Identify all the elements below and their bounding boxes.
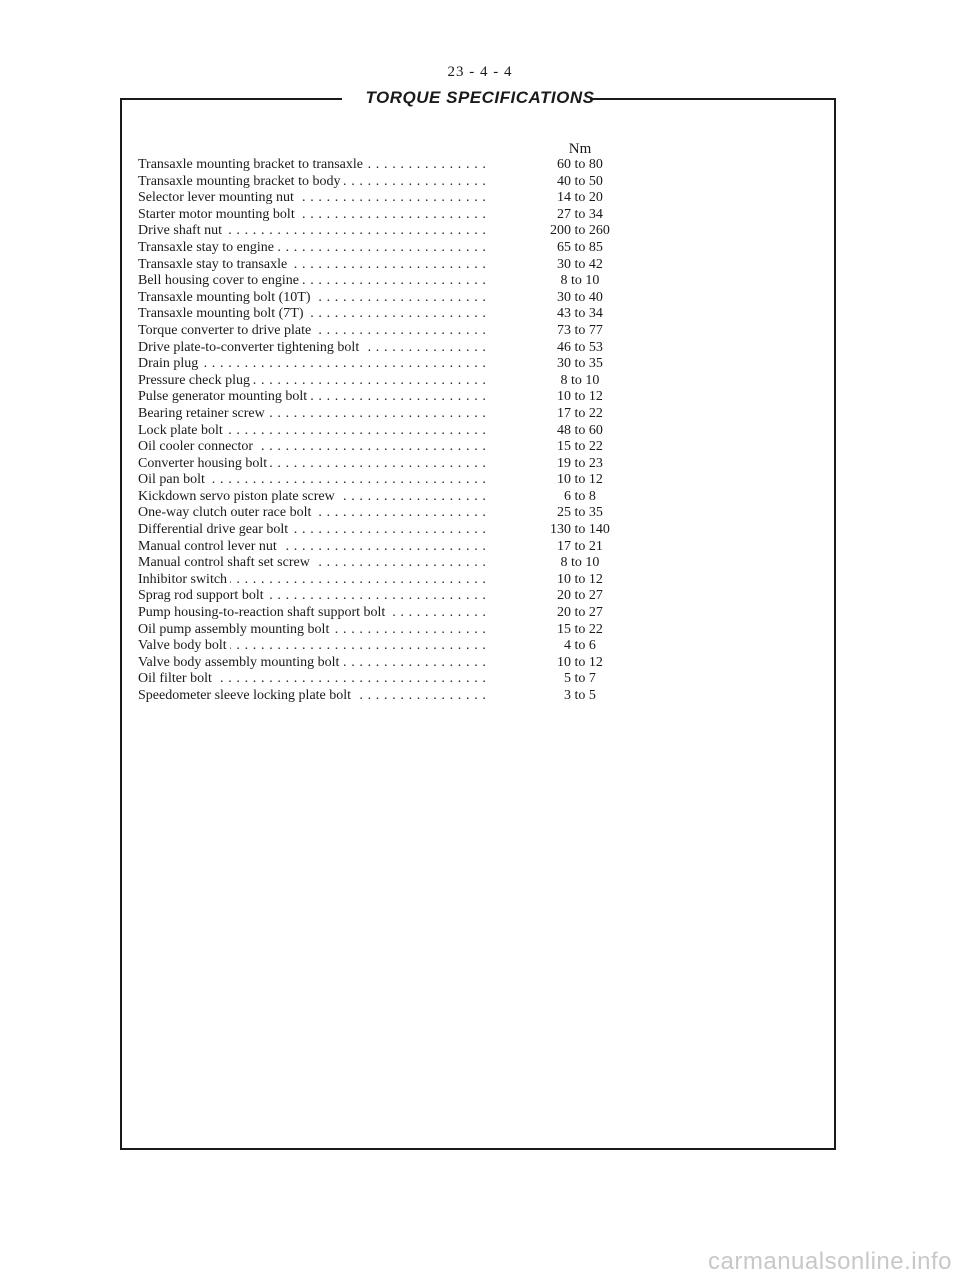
spec-row [138, 522, 648, 539]
spec-value: 10 to 12 [557, 654, 603, 670]
spec-label [138, 240, 490, 257]
spec-label-text: Drive shaft nut [138, 223, 225, 238]
spec-row [138, 190, 648, 207]
watermark: carmanualsonline.info [708, 1248, 952, 1275]
spec-label-text: Pulse generator mounting bolt [138, 389, 310, 404]
spec-label-text: Pressure check plug [138, 373, 253, 388]
spec-row [138, 306, 648, 323]
spec-label [138, 273, 490, 290]
spec-value: 130 to 140 [550, 522, 610, 538]
spec-value: 15 to 22 [557, 621, 603, 637]
spec-label [138, 456, 490, 473]
spec-value: 4 to 6 [564, 638, 596, 654]
spec-row [138, 655, 648, 672]
spec-value: 10 to 12 [557, 472, 603, 488]
spec-value: 17 to 22 [557, 405, 603, 421]
spec-label [138, 489, 490, 506]
spec-label-text: Selector lever mounting nut [138, 190, 297, 205]
spec-value: 10 to 12 [557, 389, 603, 405]
spec-label [138, 257, 490, 274]
spec-label-text: Starter motor mounting bolt [138, 207, 298, 222]
unit-header: Nm [568, 141, 592, 157]
spec-row [138, 439, 648, 456]
spec-value: 200 to 260 [550, 223, 610, 239]
spec-label [138, 356, 490, 373]
spec-label [138, 190, 490, 207]
spec-row [138, 505, 648, 522]
spec-row [138, 257, 648, 274]
spec-label-text: Speedometer sleeve locking plate bolt [138, 688, 354, 703]
spec-value: 6 to 8 [564, 488, 596, 504]
spec-value: 46 to 53 [557, 339, 603, 355]
spec-label [138, 323, 490, 340]
spec-label-text: Manual control shaft set screw [138, 555, 313, 570]
spec-value: 10 to 12 [557, 571, 603, 587]
spec-label [138, 522, 490, 539]
spec-label [138, 340, 490, 357]
spec-value: 8 to 10 [560, 372, 600, 388]
spec-label-text: Lock plate bolt [138, 423, 226, 438]
spec-value: 15 to 22 [557, 439, 603, 455]
spec-row [138, 622, 648, 639]
spec-value: 14 to 20 [557, 190, 603, 206]
spec-row [138, 207, 648, 224]
spec-value: 20 to 27 [557, 588, 603, 604]
spec-label-text: Transaxle mounting bolt (7T) [138, 306, 307, 321]
spec-row [138, 423, 648, 440]
spec-value: 19 to 23 [557, 455, 603, 471]
spec-label-text: Bearing retainer screw [138, 406, 268, 421]
spec-label [138, 671, 490, 688]
spec-label [138, 622, 490, 639]
spec-label-text: Transaxle mounting bolt (10T) [138, 290, 314, 305]
spec-value: 30 to 42 [557, 256, 603, 272]
spec-value: 8 to 10 [560, 555, 600, 571]
spec-label [138, 539, 490, 556]
spec-row [138, 555, 648, 572]
spec-label-text: Valve body bolt [138, 638, 230, 653]
spec-row [138, 373, 648, 390]
spec-value: 43 to 34 [557, 306, 603, 322]
spec-label [138, 572, 490, 589]
spec-label-text: Oil filter bolt [138, 671, 215, 686]
spec-label [138, 157, 490, 174]
spec-row [138, 389, 648, 406]
spec-value: 30 to 40 [557, 289, 603, 305]
spec-label [138, 638, 490, 655]
spec-label-text: Manual control lever nut [138, 539, 280, 554]
spec-label-text: Valve body assembly mounting bolt [138, 655, 342, 670]
spec-row [138, 456, 648, 473]
spec-label-text: Kickdown servo piston plate screw [138, 489, 338, 504]
spec-row [138, 688, 648, 705]
spec-value: 25 to 35 [557, 505, 603, 521]
spec-label-text: Drive plate-to-converter tightening bolt [138, 340, 362, 355]
spec-row [138, 605, 648, 622]
spec-label-text: Torque converter to drive plate [138, 323, 314, 338]
spec-label [138, 555, 490, 572]
spec-label-text: One-way clutch outer race bolt [138, 505, 314, 520]
spec-label [138, 406, 490, 423]
spec-label [138, 207, 490, 224]
spec-label [138, 439, 490, 456]
spec-label [138, 290, 490, 307]
spec-value: 40 to 50 [557, 173, 603, 189]
spec-value: 73 to 77 [557, 322, 603, 338]
spec-row [138, 290, 648, 307]
spec-label [138, 588, 490, 605]
spec-row [138, 157, 648, 174]
spec-value: 27 to 34 [557, 206, 603, 222]
spec-label-text: Bell housing cover to engine [138, 273, 302, 288]
spec-label [138, 174, 490, 191]
spec-row [138, 638, 648, 655]
spec-label-text: Oil pump assembly mounting bolt [138, 622, 332, 637]
spec-row [138, 472, 648, 489]
spec-label-text: Oil cooler connector [138, 439, 256, 454]
spec-label [138, 373, 490, 390]
spec-row [138, 356, 648, 373]
spec-label-text: Pump housing-to-reaction shaft support bolt [138, 605, 388, 620]
spec-label [138, 472, 490, 489]
spec-row [138, 489, 648, 506]
spec-row [138, 323, 648, 340]
spec-value: 3 to 5 [564, 688, 596, 703]
spec-label [138, 688, 490, 705]
spec-value: 5 to 7 [564, 671, 596, 687]
spec-label-text: Converter housing bolt [138, 456, 270, 471]
spec-label [138, 223, 490, 240]
spec-label-text: Oil pan bolt [138, 472, 208, 487]
spec-value: 20 to 27 [557, 605, 603, 621]
spec-value: 8 to 10 [560, 273, 600, 289]
spec-row [138, 223, 648, 240]
spec-row [138, 174, 648, 191]
spec-label-text: Transaxle mounting bracket to transaxle [138, 157, 366, 172]
spec-value: 48 to 60 [557, 422, 603, 438]
spec-label [138, 423, 490, 440]
page-number: 23 - 4 - 4 [447, 64, 513, 80]
spec-label [138, 505, 490, 522]
spec-label [138, 306, 490, 323]
spec-row [138, 539, 648, 556]
spec-label-text: Differential drive gear bolt [138, 522, 291, 537]
spec-label-text: Drain plug [138, 356, 201, 371]
spec-label-text: Transaxle stay to engine [138, 240, 277, 255]
spec-row [138, 588, 648, 605]
spec-label-text: Sprag rod support bolt [138, 588, 267, 603]
spec-row [138, 340, 648, 357]
spec-value: 65 to 85 [557, 239, 603, 255]
spec-value: 17 to 21 [557, 538, 603, 554]
spec-label [138, 655, 490, 672]
spec-label [138, 389, 490, 406]
spec-label-text: Inhibitor switch [138, 572, 230, 587]
torque-spec-list [138, 157, 648, 705]
section-title: TORQUE SPECIFICATIONS [365, 88, 595, 107]
spec-row [138, 273, 648, 290]
spec-row [138, 671, 648, 688]
spec-row [138, 406, 648, 423]
spec-row [138, 572, 648, 589]
spec-row [138, 240, 648, 257]
spec-value: 60 to 80 [557, 157, 603, 172]
spec-label-text: Transaxle mounting bracket to body [138, 174, 343, 189]
spec-value: 30 to 35 [557, 356, 603, 372]
spec-label-text: Transaxle stay to transaxle [138, 257, 290, 272]
spec-label [138, 605, 490, 622]
